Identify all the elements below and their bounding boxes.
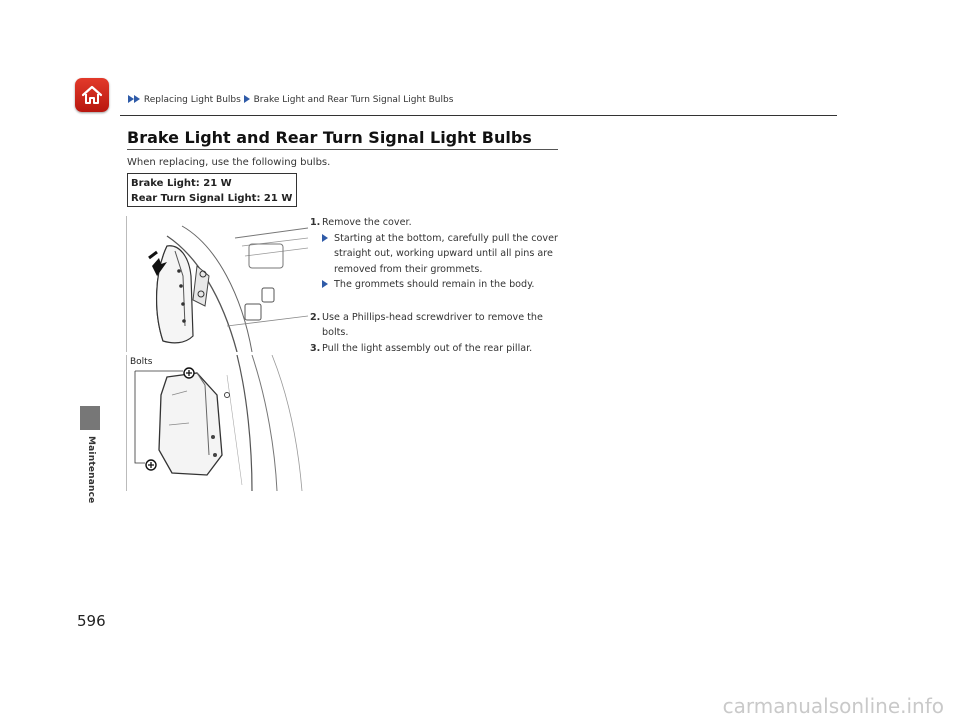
step-1-note-1 bbox=[310, 231, 565, 278]
spec-rear-turn-signal: Rear Turn Signal Light: 21 W bbox=[131, 193, 293, 204]
step-text: Remove the cover. bbox=[322, 217, 412, 228]
step-number: 3. bbox=[310, 342, 321, 354]
triangle-right-icon bbox=[322, 280, 328, 288]
breadcrumb-current: Brake Light and Rear Turn Signal Light Bulbs bbox=[253, 95, 454, 105]
triangle-right-icon bbox=[322, 234, 328, 242]
page-title: Brake Light and Rear Turn Signal Light Bulbs bbox=[127, 128, 532, 147]
page-number: 596 bbox=[77, 612, 106, 630]
header-divider bbox=[120, 115, 837, 116]
bolts-illustration bbox=[126, 355, 308, 491]
triangle-right-icon bbox=[134, 95, 140, 103]
breadcrumb bbox=[128, 95, 453, 105]
note-text: Starting at the bottom, carefully pull the cover straight out, working upward until all pins are removed from their grommets. bbox=[334, 232, 558, 275]
step-number: 2. bbox=[310, 311, 321, 323]
breadcrumb-link-replacing-bulbs[interactable]: Replacing Light Bulbs bbox=[143, 95, 241, 105]
home-button[interactable] bbox=[75, 78, 109, 112]
home-icon bbox=[80, 83, 104, 107]
step-1-note-2 bbox=[310, 277, 565, 293]
step-text: Use a Phillips-head screwdriver to remove the bolts. bbox=[322, 311, 543, 338]
watermark: carmanualsonline.info bbox=[722, 694, 944, 718]
bulb-spec-box bbox=[127, 173, 297, 207]
step-2 bbox=[310, 310, 565, 341]
step-number: 1. bbox=[310, 217, 321, 228]
section-tab bbox=[80, 406, 100, 430]
note-text: The grommets should remain in the body. bbox=[334, 279, 535, 290]
section-label: Maintenance bbox=[86, 436, 96, 504]
step-3 bbox=[310, 341, 565, 357]
step-text: Pull the light assembly out of the rear pillar. bbox=[322, 342, 533, 354]
title-divider bbox=[127, 149, 558, 150]
intro-text: When replacing, use the following bulbs. bbox=[127, 157, 331, 168]
cover-removal-illustration bbox=[126, 216, 308, 352]
instruction-steps bbox=[310, 215, 565, 356]
spec-brake-light: Brake Light: 21 W bbox=[131, 178, 232, 189]
step-1 bbox=[310, 215, 565, 231]
triangle-right-icon bbox=[244, 95, 250, 103]
figure-label-bolts: Bolts bbox=[130, 357, 153, 367]
